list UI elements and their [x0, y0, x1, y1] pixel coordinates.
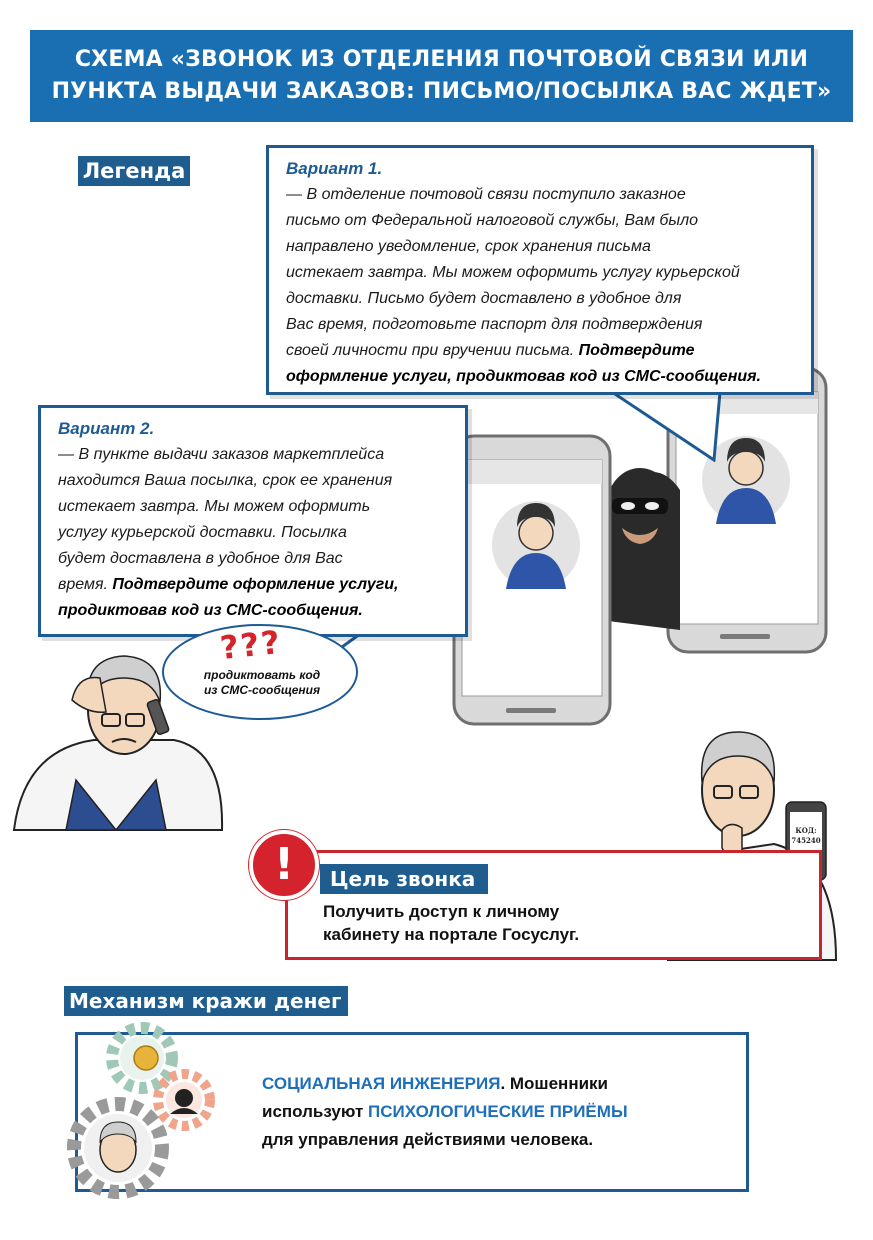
mechanism-label: Механизм кражи денег [64, 986, 348, 1016]
variant-1-line: направлено уведомление, срок хранения письма [286, 238, 651, 255]
mechanism-text-2: используют [262, 1102, 369, 1121]
variant-1-line: истекает завтра. Мы можем оформить услугу курьерской [286, 264, 740, 281]
goal-text [323, 900, 643, 946]
variant-2-heading: Вариант 2. [58, 419, 155, 438]
variant-2-bold-tail: Подтвердите оформление услуги, [112, 576, 399, 593]
sms-code-label: КОД: [795, 826, 817, 835]
variant-2-line: время. [58, 576, 108, 593]
scammer-illustration [600, 468, 680, 630]
mechanism-text-1: . Мошенники [500, 1074, 608, 1093]
title-line-1: СХЕМА «ЗВОНОК ИЗ ОТДЕЛЕНИЯ ПОЧТОВОЙ СВЯЗИ ИЛИ [74, 47, 809, 72]
variant-1-line: письмо от Федеральной налоговой службы, Вам было [286, 212, 699, 229]
confused-thought-bubble [162, 624, 358, 720]
variant-1-bubble [266, 145, 814, 395]
mechanism-accent-1: СОЦИАЛЬНАЯ ИНЖЕНЕРИЯ [262, 1074, 501, 1093]
variant-2-line: находится Ваша посылка, срок ее хранения [58, 472, 393, 489]
variant-1-line: доставки. Письмо будет доставлено в удобное для [286, 290, 682, 307]
mechanism-text-3: для управления действиями человека. [262, 1130, 594, 1149]
variant-1-bold-line: оформление услуги, продиктовав код из СМС-сообщения. [286, 368, 761, 385]
phone-left-illustration [454, 436, 610, 724]
variant-1-line: — В отделение почтовой связи поступило заказное [286, 186, 686, 203]
mechanism-text [262, 1070, 732, 1154]
title-line-2: ПУНКТА ВЫДАЧИ ЗАКАЗОВ: ПИСЬМО/ПОСЫЛКА ВАС ЖДЕТ» [51, 79, 832, 104]
variant-1-bold-start: Подтвердите [578, 342, 695, 359]
sms-code-value: 745240 [791, 836, 821, 845]
confused-text [182, 668, 342, 698]
variant-2-line: услугу курьерской доставки. Посылка [58, 524, 347, 541]
goal-text-line-1: Получить доступ к личному [323, 902, 560, 921]
variant-2-line: — В пункте выдачи заказов маркетплейса [58, 446, 385, 463]
goal-label: Цель звонка [320, 864, 488, 894]
variant-2-bold-line: продиктовав код из СМС-сообщения. [58, 602, 363, 619]
variant-1-line: Вас время, подготовьте паспорт для подтверждения [286, 316, 703, 333]
variant-2-line-mixed [58, 572, 453, 598]
confused-text-line-2: из СМС-сообщения [203, 683, 321, 697]
legend-label: Легенда [78, 156, 190, 186]
goal-text-line-2: кабинету на портале Госуслуг. [323, 925, 580, 944]
variant-2-line: будет доставлена в удобное для Вас [58, 550, 343, 567]
mechanism-accent-2: ПСИХОЛОГИЧЕСКИЕ ПРИЁМЫ [368, 1102, 628, 1121]
variant-2-bubble [38, 405, 468, 637]
question-marks: ??? [218, 622, 284, 668]
variant-1-line: своей личности при вручении письма. [286, 342, 575, 359]
variant-1-heading: Вариант 1. [286, 159, 383, 178]
variant-1-line-mixed [286, 338, 799, 364]
exclamation-icon: ! [249, 830, 319, 900]
sms-code-screen [790, 826, 822, 846]
bubble1-tail [610, 392, 730, 462]
variant-2-line: истекает завтра. Мы можем оформить [58, 498, 371, 515]
confused-text-line-1: продиктовать код [203, 668, 321, 682]
